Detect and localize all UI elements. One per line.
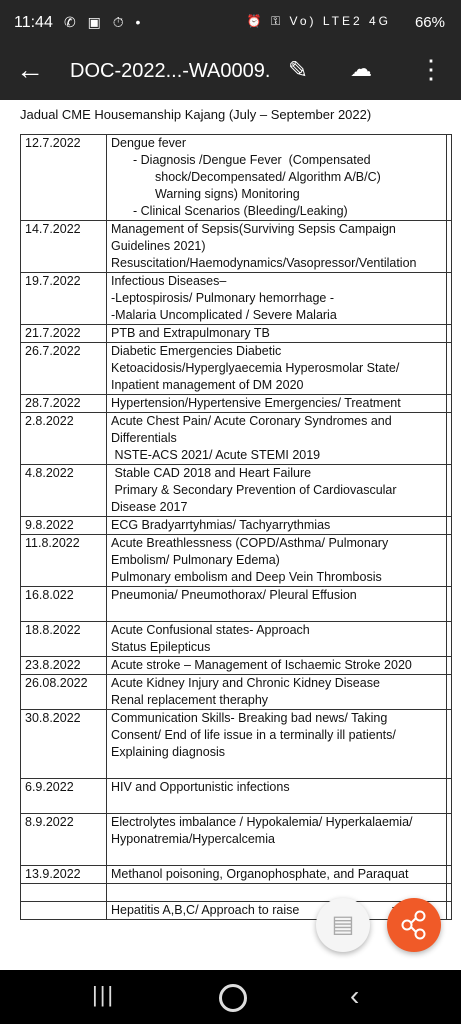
- table-row: [21, 535, 452, 587]
- row-date: 12.7.2022: [21, 135, 107, 221]
- cut-off-column: [447, 535, 452, 587]
- topic-line: HIV and Opportunistic infections: [111, 780, 290, 794]
- topic-line: Electrolytes imbalance / Hypokalemia/ Hyperkalaemia/: [111, 815, 413, 829]
- cut-off-column: [447, 465, 452, 517]
- row-topic: [107, 814, 447, 866]
- topic-line: -Malaria Uncomplicated / Severe Malaria: [111, 308, 337, 322]
- row-topic: [107, 587, 447, 622]
- row-topic: [107, 413, 447, 465]
- topic-line: Methanol poisoning, Organophosphate, and Paraquat: [111, 867, 409, 881]
- cut-off-column: [447, 221, 452, 273]
- row-date: [21, 902, 107, 920]
- cut-off-column: [447, 884, 452, 902]
- document-page[interactable]: [0, 100, 461, 970]
- topic-line: NSTE-ACS 2021/ Acute STEMI 2019: [111, 448, 321, 462]
- row-topic: [107, 395, 447, 413]
- row-date: 13.9.2022: [21, 866, 107, 884]
- topic-line: Acute Confusional states- Approach: [111, 623, 310, 637]
- cut-off-column: [447, 135, 452, 221]
- row-date: 23.8.2022: [21, 657, 107, 675]
- table-row: [21, 675, 452, 710]
- topic-line: [111, 604, 442, 621]
- topic-line: Stable CAD 2018 and Heart Failure: [111, 466, 312, 480]
- table-row: [21, 779, 452, 814]
- cut-off-column: [447, 343, 452, 395]
- row-date: 19.7.2022: [21, 273, 107, 325]
- row-topic: [107, 343, 447, 395]
- topic-line: Disease 2017: [111, 500, 188, 514]
- status-time: 11:44: [14, 14, 53, 31]
- row-date: 6.9.2022: [21, 779, 107, 814]
- topic-line: Acute Kidney Injury and Chronic Kidney Disease: [111, 676, 380, 690]
- table-row: [21, 814, 452, 866]
- signal-icons: ⏰ ⚿ Vo) LTE2 4G: [246, 14, 391, 28]
- cut-off-column: [447, 710, 452, 779]
- table-row: [21, 395, 452, 413]
- topic-line: Status Epilepticus: [111, 640, 211, 654]
- topic-line: - Clinical Scenarios (Bleeding/Leaking): [133, 204, 348, 218]
- cut-off-column: [447, 395, 452, 413]
- row-date: 8.9.2022: [21, 814, 107, 866]
- cut-off-column: [447, 675, 452, 710]
- topic-line: Guidelines 2021): [111, 239, 206, 253]
- system-nav-bar: [0, 970, 461, 1024]
- cut-off-column: [447, 866, 452, 884]
- row-topic: [107, 535, 447, 587]
- edit-pencil-icon[interactable]: ✎: [288, 57, 309, 84]
- notification-icons: ✆ ▣ ⏱ •: [64, 14, 145, 30]
- topic-line: Explaining diagnosis: [111, 745, 225, 759]
- topic-line: PTB and Extrapulmonary TB: [111, 326, 270, 340]
- topic-line: Management of Sepsis(Surviving Sepsis Campaign: [111, 222, 396, 236]
- topic-line: Infectious Diseases–: [111, 274, 227, 288]
- topic-line: Inpatient management of DM 2020: [111, 378, 304, 392]
- row-date: 9.8.2022: [21, 517, 107, 535]
- topic-line: -Leptospirosis/ Pulmonary hemorrhage -: [111, 291, 335, 305]
- table-row: [21, 325, 452, 343]
- topic-line: Warning signs) Monitoring: [155, 187, 300, 201]
- document-filename: DOC-2022...-WA0009.: [70, 60, 271, 82]
- table-row: [21, 622, 452, 657]
- app-toolbar: [0, 44, 461, 100]
- topic-line: - Diagnosis /Dengue Fever (Compensated: [133, 153, 371, 167]
- table-row: [21, 866, 452, 884]
- row-topic: [107, 779, 447, 814]
- topic-line: ECG Bradyarrtyhmias/ Tachyarrythmias: [111, 518, 331, 532]
- topic-line: [111, 761, 442, 778]
- row-date: 14.7.2022: [21, 221, 107, 273]
- topic-line: Consent/ End of life issue in a terminally ill patients/: [111, 728, 396, 742]
- row-date: 26.08.2022: [21, 675, 107, 710]
- share-icon: [387, 898, 441, 952]
- table-row: [21, 710, 452, 779]
- topic-line: Diabetic Emergencies Diabetic: [111, 344, 282, 358]
- recent-apps-icon[interactable]: |||: [92, 982, 116, 1007]
- row-topic: [107, 221, 447, 273]
- row-date: 21.7.2022: [21, 325, 107, 343]
- topic-line: shock/Decompensated/ Algorithm A/B/C): [155, 170, 381, 184]
- topic-line: Dengue fever: [111, 136, 187, 150]
- row-topic: [107, 710, 447, 779]
- topic-line: Resuscitation/Haemodynamics/Vasopressor/Ventilation: [111, 256, 417, 270]
- row-date: 26.7.2022: [21, 343, 107, 395]
- cloud-upload-icon[interactable]: ☁: [350, 56, 372, 81]
- cut-off-column: [447, 517, 452, 535]
- table-row: [21, 517, 452, 535]
- schedule-table: [20, 134, 452, 920]
- table-row: [21, 135, 452, 221]
- row-topic: [107, 273, 447, 325]
- table-row: [21, 343, 452, 395]
- topic-line: Pulmonary embolism and Deep Vein Thrombosis: [111, 570, 382, 584]
- row-date: 18.8.2022: [21, 622, 107, 657]
- cut-off-column: [447, 779, 452, 814]
- cut-off-column: [447, 325, 452, 343]
- status-bar: [0, 0, 461, 44]
- row-topic: [107, 465, 447, 517]
- row-date: 11.8.2022: [21, 535, 107, 587]
- topic-line: Renal replacement theraphy: [111, 693, 269, 707]
- topic-line: Acute Chest Pain/ Acute Coronary Syndromes and: [111, 414, 392, 428]
- table-row: [21, 657, 452, 675]
- topic-line: [111, 848, 442, 865]
- cut-off-column: [447, 587, 452, 622]
- battery-level: 66%: [414, 14, 445, 31]
- topic-line: Hypertension/Hypertensive Emergencies/ Treatment: [111, 396, 401, 410]
- row-topic: [107, 657, 447, 675]
- topic-line: Embolism/ Pulmonary Edema): [111, 553, 280, 567]
- share-button[interactable]: [387, 898, 441, 952]
- topic-line: Acute stroke – Management of Ischaemic Stroke 2020: [111, 658, 412, 672]
- row-date: 2.8.2022: [21, 413, 107, 465]
- row-topic: [107, 622, 447, 657]
- document-title: Jadual CME Housemanship Kajang (July – September 2022): [20, 107, 372, 122]
- back-arrow-icon[interactable]: ←: [16, 54, 44, 85]
- cut-off-column: [447, 413, 452, 465]
- row-date: 4.8.2022: [21, 465, 107, 517]
- home-icon[interactable]: [219, 984, 247, 1012]
- row-topic: [107, 135, 447, 221]
- row-date: 30.8.2022: [21, 710, 107, 779]
- topic-line: Hepatitis A,B,C/ Approach to raise: [111, 902, 442, 919]
- cut-off-column: [447, 902, 452, 920]
- cut-off-column: [447, 622, 452, 657]
- table-row: [21, 273, 452, 325]
- table-row: [21, 221, 452, 273]
- document-view-icon[interactable]: ▤: [316, 898, 370, 952]
- cut-off-column: [447, 273, 452, 325]
- row-date: 28.7.2022: [21, 395, 107, 413]
- topic-line: [111, 796, 442, 813]
- more-options-icon[interactable]: ⋮: [418, 54, 444, 84]
- topic-line: Pneumonia/ Pneumothorax/ Pleural Effusion: [111, 588, 357, 602]
- table-row: [21, 465, 452, 517]
- cut-off-column: [447, 814, 452, 866]
- table-row: [21, 413, 452, 465]
- row-date: [21, 884, 107, 902]
- topic-line: Ketoacidosis/Hyperglyaecemia Hyperosmolar State/: [111, 361, 400, 375]
- row-date: 16.8.022: [21, 587, 107, 622]
- table-row: [21, 587, 452, 622]
- row-topic: [107, 675, 447, 710]
- row-topic: [107, 325, 447, 343]
- topic-line: Communication Skills- Breaking bad news/ Taking: [111, 711, 388, 725]
- nav-back-icon[interactable]: ‹: [350, 980, 360, 1011]
- topic-line: Differentials: [111, 431, 177, 445]
- topic-line: Hyponatremia/Hypercalcemia: [111, 832, 275, 846]
- row-topic: [107, 517, 447, 535]
- row-topic: [107, 866, 447, 884]
- cut-off-column: [447, 657, 452, 675]
- topic-line: Acute Breathlessness (COPD/Asthma/ Pulmonary: [111, 536, 389, 550]
- topic-line: Primary & Secondary Prevention of Cardiovascular: [111, 483, 397, 497]
